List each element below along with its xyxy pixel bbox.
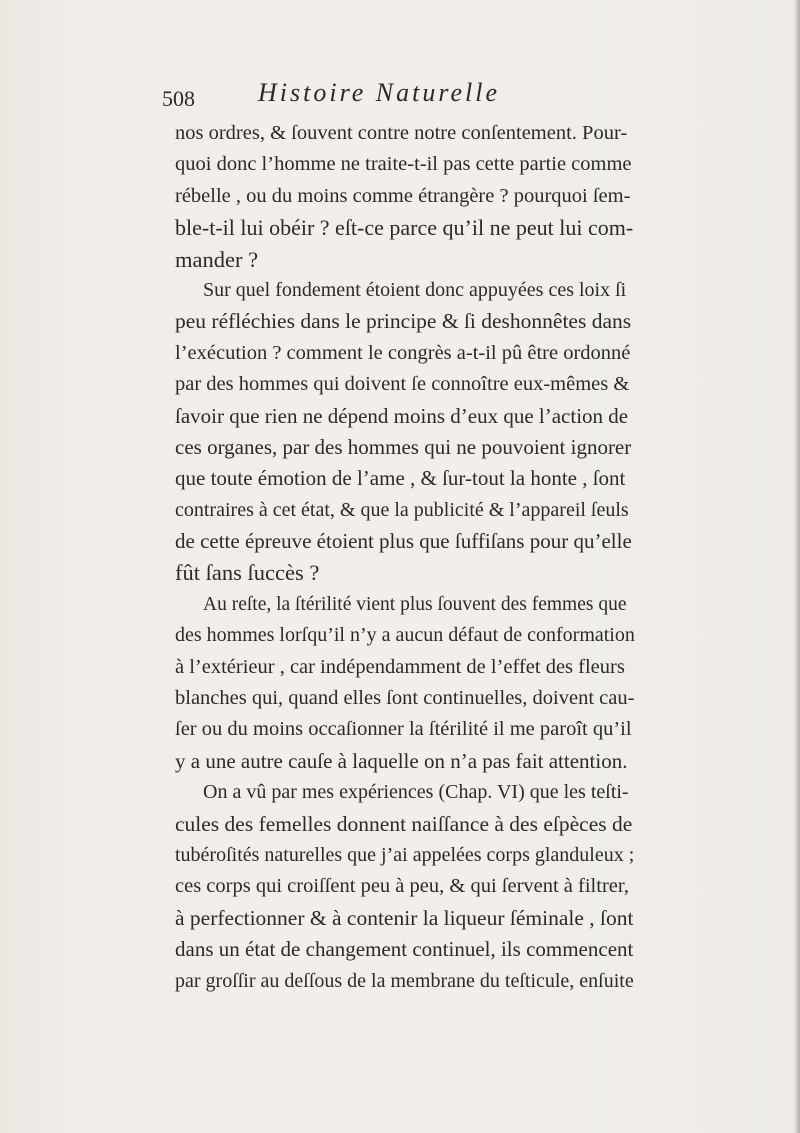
text-line: On a vû par mes expériences (Chap. VI) que les teſti-: [203, 781, 629, 804]
page-header: [162, 78, 632, 118]
text-line: à l’extérieur , car indépendamment de l’effet des fleurs: [175, 655, 625, 678]
text-line: fût ſans ſuccès ?: [175, 560, 320, 586]
text-line: ces corps qui croiſſent peu à peu, & qui ſervent à filtrer,: [175, 875, 630, 898]
text-line: ces organes, par des hommes qui ne pouvoient ignorer: [175, 434, 632, 459]
text-line: contraires à cet état, & que la publicité & l’appareil ſeuls: [175, 498, 629, 521]
text-line: par groſſir au deſſous de la membrane du teſticule, enſuite: [175, 969, 634, 992]
text-line: Sur quel fondement étoient donc appuyées ces loix ſi: [203, 278, 627, 301]
text-line: ſavoir que rien ne dépend moins d’eux que l’action de: [175, 403, 629, 428]
text-line: dans un état de changement continuel, ils commencent: [175, 937, 634, 962]
running-title: Histoire Naturelle: [258, 78, 501, 107]
text-line: quoi donc l’homme ne traite-t-il pas cette partie comme: [175, 153, 632, 176]
text-line: Au reſte, la ſtérilité vient plus ſouvent des femmes que: [203, 593, 627, 615]
text-line: y a une autre cauſe à laquelle on n’a pas fait attention.: [175, 748, 628, 773]
body-text: [175, 118, 635, 997]
text-line: que toute émotion de l’ame , & ſur-tout la honte , ſont: [175, 466, 626, 491]
text-line: rébelle , ou du moins comme étrangère ? pourquoi ſem-: [175, 184, 631, 207]
text-line: nos ordres, & ſouvent contre notre conſentement. Pour-: [175, 122, 628, 144]
text-line: ble-t-il lui obéir ? eſt-ce parce qu’il ne peut lui com-: [175, 215, 634, 241]
page-edge-shadow: [794, 0, 800, 1133]
text-line: de cette épreuve étoient plus que ſuffiſans pour qu’elle: [175, 529, 632, 554]
text-line: cules des femelles donnent naiſſance à des eſpèces de: [175, 811, 633, 836]
text-line: mander ?: [175, 246, 259, 272]
text-line: tubéroſités naturelles que j’ai appelées corps glanduleux ;: [175, 843, 635, 866]
text-line: l’exécution ? comment le congrès a-t-il pû être ordonné: [175, 341, 631, 364]
text-line: blanches qui, quand elles ſont continuelles, doivent cau-: [175, 687, 635, 710]
text-line: des hommes lorſqu’il n’y a aucun défaut de conformation: [175, 624, 635, 647]
text-line: ſer ou du moins occaſionner la ſtérilité il me paroît qu’il: [175, 718, 632, 741]
text-line: à perfectionner & à contenir la liqueur ſéminale , ſont: [175, 905, 634, 930]
text-line: par des hommes qui doivent ſe connoître eux-mêmes &: [175, 373, 630, 396]
page-number: 508: [162, 86, 195, 111]
text-line: peu réfléchies dans le principe & ſi deshonnêtes dans: [175, 309, 632, 334]
